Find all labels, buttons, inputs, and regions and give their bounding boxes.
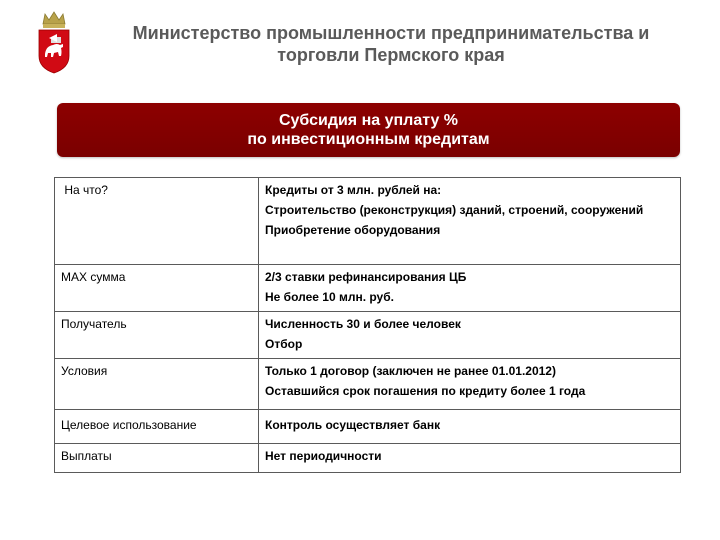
row-label: MAX сумма: [55, 265, 259, 312]
row-label: Условия: [55, 359, 259, 410]
value-line: 2/3 ставки рефинансирования ЦБ: [265, 270, 467, 284]
value-line: Отбор: [265, 337, 303, 351]
row-value: [259, 178, 681, 265]
banner-line-1: Субсидия на уплату %: [278, 112, 459, 129]
perm-krai-coat-of-arms-icon: [35, 10, 73, 76]
table-row: [55, 312, 681, 359]
table-row: [55, 444, 681, 473]
value-line: Строительство (реконструкция) зданий, строений, сооружений: [265, 203, 644, 217]
row-value: [259, 444, 681, 473]
table-row: [55, 178, 681, 265]
row-label: Получатель: [55, 312, 259, 359]
row-label: На что?: [55, 178, 259, 265]
row-label: Выплаты: [55, 444, 259, 473]
value-line: Только 1 договор (заключен не ранее 01.01.2012): [265, 364, 556, 378]
subsidy-conditions-table: [54, 177, 681, 473]
row-value: [259, 359, 681, 410]
subsidy-banner: [57, 103, 680, 157]
value-line: Оставшийся срок погашения по кредиту более 1 года: [265, 384, 586, 398]
value-line: Нет периодичности: [265, 449, 382, 463]
page-title: [96, 22, 686, 66]
value-line: Приобретение оборудования: [265, 223, 441, 237]
row-label: Целевое использование: [55, 410, 259, 444]
value-line: Не более 10 млн. руб.: [265, 290, 394, 304]
page-title-line-1: Министерство промышленности предпринимательства и: [132, 23, 650, 43]
table-row: [55, 410, 681, 444]
row-value: [259, 265, 681, 312]
banner-line-2: по инвестиционным кредитам: [247, 131, 490, 148]
page-title-line-2: торговли Пермского края: [277, 45, 505, 65]
value-line: Кредиты от 3 млн. рублей на:: [265, 183, 442, 197]
row-value: [259, 410, 681, 444]
table-row: [55, 359, 681, 410]
table-row: [55, 265, 681, 312]
value-line: Контроль осуществляет банк: [265, 418, 441, 432]
value-line: Численность 30 и более человек: [265, 317, 461, 331]
row-value: [259, 312, 681, 359]
